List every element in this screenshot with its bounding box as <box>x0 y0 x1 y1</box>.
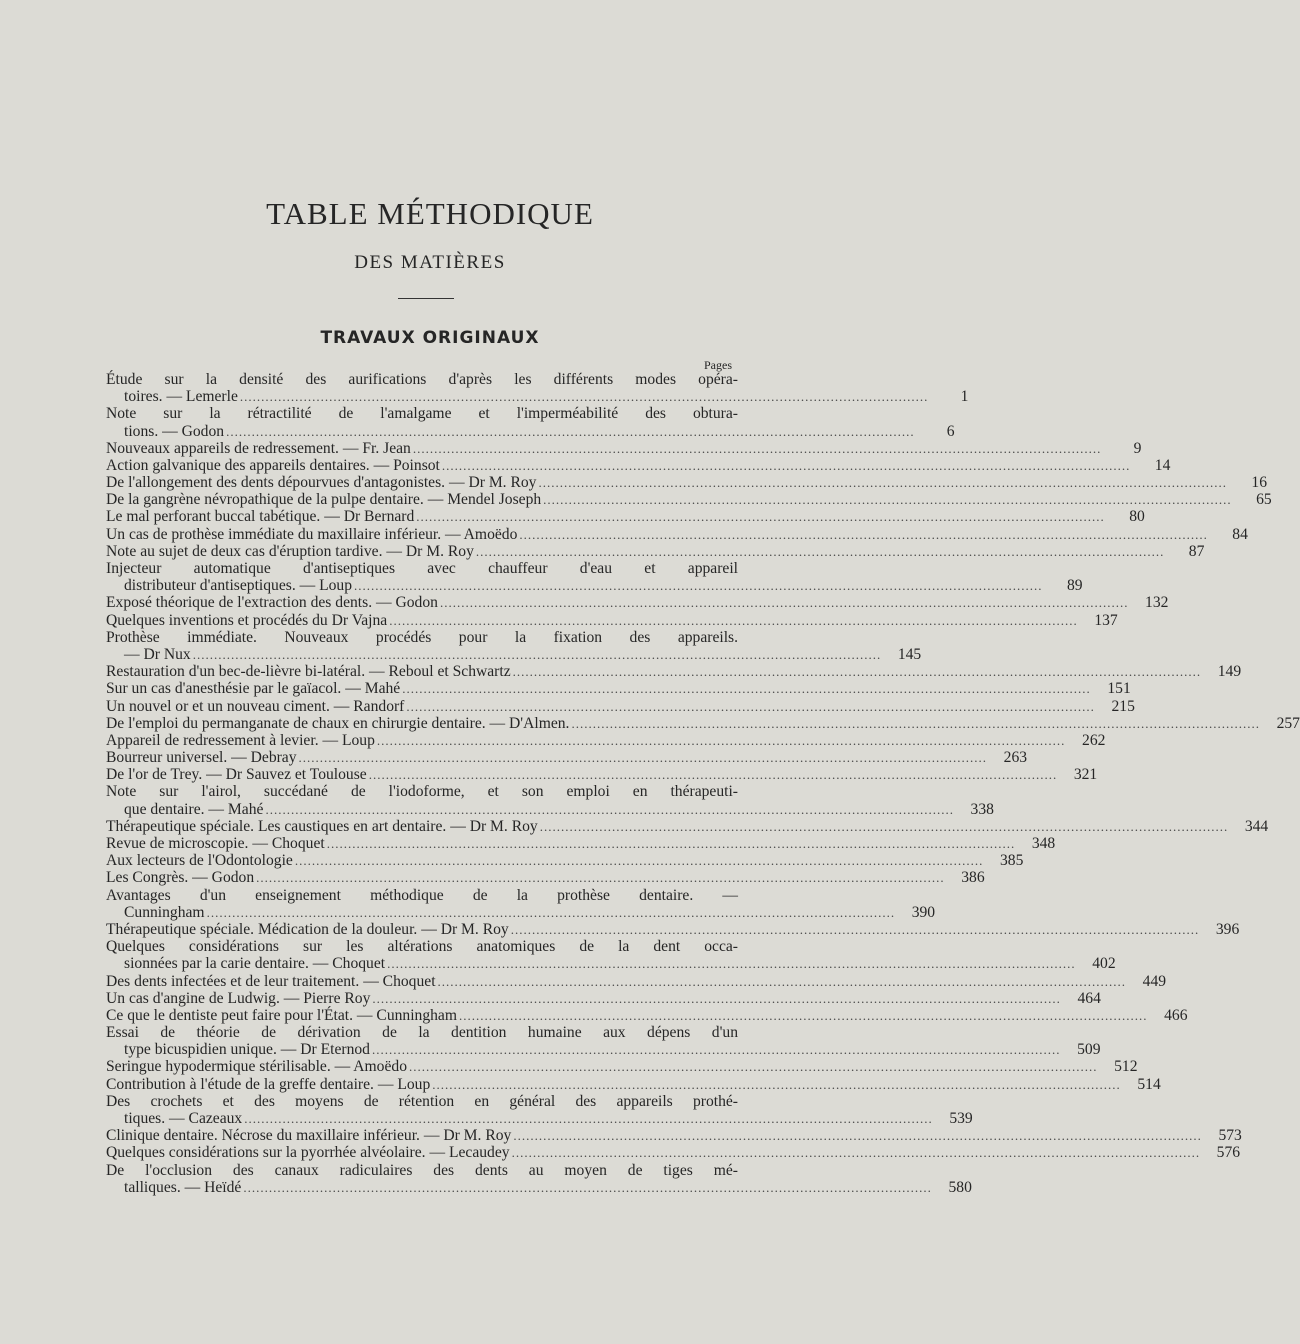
toc-page-number: 84 <box>1232 525 1248 543</box>
dot-leader <box>299 749 988 766</box>
toc-entry-text: que dentaire. — Mahé <box>124 800 264 818</box>
toc-entry-text: Contribution à l'étude de la greffe dentaire. — Loup <box>106 1075 431 1093</box>
toc-page-number: 257 <box>1276 714 1300 732</box>
dot-leader <box>193 646 882 663</box>
toc-entry-text: Exposé théorique de l'extraction des dents. — Godon <box>106 594 438 612</box>
toc-entry-text: Avantages d'un enseignement méthodique de la prothèse dentaire. — <box>106 886 738 904</box>
toc-entry <box>106 749 1028 767</box>
toc-entry <box>106 972 1167 990</box>
toc-entry <box>106 817 1269 835</box>
dot-leader <box>256 869 945 886</box>
toc-entry <box>106 989 1101 1007</box>
toc-entry <box>106 1075 1161 1093</box>
dot-leader <box>513 663 1202 680</box>
toc-page-number: 385 <box>999 852 1024 870</box>
toc-entry-line <box>106 817 1269 835</box>
dot-leader <box>265 801 954 818</box>
toc-entry-line <box>106 371 738 388</box>
toc-entry-line <box>106 800 994 818</box>
toc-entry <box>106 370 969 406</box>
toc-page-number: 215 <box>1111 697 1135 715</box>
toc-page-number: 348 <box>1031 835 1056 853</box>
dot-leader <box>571 715 1260 732</box>
dot-leader <box>243 1179 932 1196</box>
dot-leader <box>327 835 1016 852</box>
page-subtitle: DES MATIÈRES <box>354 252 506 273</box>
toc-entry-line <box>106 663 1242 681</box>
dot-leader <box>207 904 896 921</box>
toc-page-number: 509 <box>1077 1041 1101 1059</box>
dot-leader <box>389 612 1078 629</box>
toc-entry <box>106 835 1056 853</box>
toc-entry-text: Note sur la rétractilité de l'amalgame et l'imperméabilité des obtura- <box>106 405 738 423</box>
toc-entry <box>106 439 1142 457</box>
toc-entry-text: Clinique dentaire. Nécrose du maxillaire inférieur. — Dr M. Roy <box>106 1127 512 1145</box>
dot-leader <box>440 594 1129 611</box>
page-title: TABLE MÉTHODIQUE <box>266 196 594 231</box>
toc-entry-line <box>106 1110 973 1128</box>
toc-entry-line <box>106 388 969 406</box>
toc-page-number: 539 <box>949 1110 973 1128</box>
table-of-contents <box>106 370 1300 1196</box>
toc-entry-text: De l'occlusion des canaux radiculaires des dents au moyen de tiges mé- <box>106 1161 738 1179</box>
toc-entry-line <box>106 920 1240 938</box>
toc-entry <box>106 697 1135 715</box>
toc-page-number: 580 <box>948 1178 972 1196</box>
toc-entry-line <box>106 731 1106 749</box>
toc-entry-line <box>106 869 985 887</box>
toc-entry-text: Note au sujet de deux cas d'éruption tardive. — Dr M. Roy <box>106 542 474 560</box>
toc-entry-text: — Dr Nux <box>124 645 191 663</box>
toc-entry-line <box>106 629 738 646</box>
toc-entry-line <box>106 835 1056 853</box>
toc-entry <box>106 560 1083 595</box>
toc-entry-line <box>106 852 1024 870</box>
toc-entry <box>106 869 985 887</box>
toc-page-number: 6 <box>946 422 955 440</box>
dot-leader <box>406 698 1095 715</box>
toc-entry-line <box>106 1162 738 1179</box>
toc-entry-line <box>106 972 1167 990</box>
toc-entry <box>106 611 1118 629</box>
toc-entry <box>106 852 1024 870</box>
toc-page-number: 390 <box>911 903 936 921</box>
toc-entry-line <box>106 1093 738 1110</box>
toc-entry-line <box>106 508 1145 526</box>
toc-entry-text: Sur un cas d'anesthésie par le gaïacol. — Mahé <box>106 680 401 698</box>
toc-entry-text: Revue de microscopie. — Choquet <box>106 835 325 853</box>
toc-entry <box>106 525 1248 543</box>
toc-page-number: 87 <box>1188 542 1205 560</box>
toc-entry <box>106 766 1098 784</box>
toc-entry-line <box>106 697 1135 715</box>
toc-entry-line <box>106 594 1169 612</box>
dot-leader <box>295 852 984 869</box>
toc-entry-text: Un cas de prothèse immédiate du maxillaire inférieur. — Amoëdo <box>106 525 518 543</box>
dot-leader <box>244 1110 933 1127</box>
toc-entry-text: toires. — Lemerle <box>124 388 238 406</box>
dot-leader <box>476 543 1165 560</box>
toc-page-number: 449 <box>1142 972 1167 990</box>
dot-leader <box>402 680 1091 697</box>
dot-leader <box>413 440 1102 457</box>
toc-entry-text: Aux lecteurs de l'Odontologie <box>106 852 293 870</box>
dot-leader <box>377 732 1066 749</box>
dot-leader <box>354 577 1043 594</box>
toc-entry <box>106 1006 1188 1024</box>
toc-entry-text: Bourreur universel. — Debray <box>106 749 297 767</box>
toc-entry <box>106 456 1171 474</box>
toc-entry-text: Le mal perforant buccal tabétique. — Dr Bernard <box>106 508 415 526</box>
dot-leader <box>432 1076 1121 1093</box>
toc-page-number: 65 <box>1256 491 1272 509</box>
dot-leader <box>369 766 1058 783</box>
toc-entry-line <box>106 491 1272 509</box>
toc-entry-line <box>106 784 738 801</box>
dot-leader <box>519 526 1208 543</box>
toc-page-number: 514 <box>1137 1075 1161 1093</box>
toc-entry-text: Injecteur automatique d'antiseptiques avec chauffeur d'eau et appareil <box>106 560 738 578</box>
toc-page-number: 14 <box>1154 456 1171 474</box>
toc-entry-line <box>106 560 738 577</box>
toc-page-number: 576 <box>1216 1144 1241 1162</box>
toc-entry-text: Quelques considérations sur les altérations anatomiques de la dent occa- <box>106 938 738 956</box>
toc-entry <box>106 594 1169 612</box>
toc-page-number: 321 <box>1073 766 1098 784</box>
toc-entry-line <box>106 938 738 955</box>
toc-entry-text: tiques. — Cazeaux <box>124 1110 243 1128</box>
toc-page-number: 573 <box>1218 1127 1242 1145</box>
toc-page-number: 132 <box>1145 594 1169 612</box>
toc-page-number: 1 <box>960 388 969 406</box>
toc-entry-text: Un nouvel or et un nouveau ciment. — Randorf <box>106 697 405 715</box>
toc-entry-line <box>106 542 1205 560</box>
toc-entry-line <box>106 989 1101 1007</box>
toc-page-number: 9 <box>1133 439 1142 457</box>
toc-entry-text: Cunningham <box>124 903 205 921</box>
toc-page-number: 149 <box>1217 663 1242 681</box>
dot-leader <box>513 1127 1202 1144</box>
dot-leader <box>372 990 1061 1007</box>
toc-entry-text: Seringue hypodermique stérilisable. — Amoëdo <box>106 1058 407 1076</box>
toc-entry-text: Appareil de redressement à levier. — Loup <box>106 731 375 749</box>
toc-page-number: 386 <box>961 869 985 887</box>
toc-entry-text: Action galvanique des appareils dentaires. — Poinsot <box>106 456 440 474</box>
toc-page-number: 137 <box>1094 611 1118 629</box>
toc-page-number: 402 <box>1092 955 1116 973</box>
toc-entry <box>106 938 1116 973</box>
toc-entry <box>106 1127 1242 1145</box>
toc-entry <box>106 680 1131 698</box>
toc-entry-line <box>106 1178 972 1196</box>
toc-entry-text: Les Congrès. — Godon <box>106 869 255 887</box>
dot-leader <box>512 1144 1201 1161</box>
toc-entry-text: Restauration d'un bec-de-lièvre bi-latéral. — Reboul et Schwartz <box>106 663 511 681</box>
toc-page-number: 145 <box>897 645 922 663</box>
toc-entry-line <box>106 422 955 440</box>
toc-page-number: 80 <box>1129 508 1145 526</box>
toc-entry-line <box>106 1006 1188 1024</box>
toc-entry-line <box>106 474 1267 492</box>
dot-leader <box>511 921 1200 938</box>
toc-page-number: 464 <box>1077 989 1101 1007</box>
toc-entry-text: Nouveaux appareils de redressement. — Fr. Jean <box>106 439 411 457</box>
toc-entry-text: Un cas d'angine de Ludwig. — Pierre Roy <box>106 989 371 1007</box>
toc-entry-line <box>106 749 1028 767</box>
toc-entry <box>106 1144 1241 1162</box>
toc-entry <box>106 1161 972 1196</box>
toc-entry <box>106 542 1205 560</box>
toc-entry-text: distributeur d'antiseptiques. — Loup <box>124 577 353 595</box>
dot-leader <box>387 955 1076 972</box>
toc-page-number: 16 <box>1251 474 1267 492</box>
toc-entry-text: De l'allongement des dents dépourvues d'antagonistes. — Dr M. Roy <box>106 474 537 492</box>
pages-column-label: Pages <box>704 358 732 372</box>
toc-page-number: 262 <box>1082 731 1106 749</box>
toc-entry <box>106 783 994 818</box>
toc-entry <box>106 474 1267 492</box>
toc-page-number: 512 <box>1114 1058 1138 1076</box>
toc-entry-text: De l'emploi du permanganate de chaux en chirurgie dentaire. — D'Almen. <box>106 714 570 732</box>
toc-entry-line <box>106 577 1083 595</box>
section-heading: TRAVAUX ORIGINAUX <box>320 328 540 348</box>
toc-page-number: 263 <box>1003 749 1028 767</box>
toc-entry-line <box>106 645 922 663</box>
title-divider <box>398 298 454 299</box>
toc-page-number: 338 <box>970 800 994 818</box>
toc-entry-line <box>106 405 738 422</box>
toc-entry <box>106 663 1242 681</box>
toc-page-number: 466 <box>1164 1006 1188 1024</box>
toc-entry <box>106 491 1272 509</box>
toc-entry <box>106 731 1106 749</box>
toc-entry-line <box>106 903 936 921</box>
toc-entry-line <box>106 887 738 904</box>
toc-entry-text: Quelques inventions et procédés du Dr Vajna <box>106 611 388 629</box>
toc-entry-line <box>106 1058 1138 1076</box>
dot-leader <box>240 388 929 405</box>
toc-entry-text: De la gangrène névropathique de la pulpe dentaire. — Mendel Joseph <box>106 491 542 509</box>
toc-entry-text: Prothèse immédiate. Nouveaux procédés pour la fixation des appareils. <box>106 628 738 646</box>
toc-entry-text: Essai de théorie de dérivation de la dentition humaine aux dépens d'un <box>106 1024 738 1042</box>
dot-leader <box>438 973 1127 990</box>
toc-entry-line <box>106 611 1118 629</box>
toc-entry <box>106 628 922 663</box>
toc-entry-line <box>106 714 1300 732</box>
dot-leader <box>372 1041 1061 1058</box>
toc-entry-text: De l'or de Trey. — Dr Sauvez et Toulouse <box>106 766 367 784</box>
toc-entry-text: Thérapeutique spéciale. Médication de la douleur. — Dr M. Roy <box>106 920 509 938</box>
toc-entry-text: Ce que le dentiste peut faire pour l'État. — Cunningham <box>106 1006 457 1024</box>
dot-leader <box>459 1007 1148 1024</box>
toc-page-number: 151 <box>1107 680 1131 698</box>
dot-leader <box>538 474 1227 491</box>
toc-entry <box>106 1058 1138 1076</box>
toc-page-number: 89 <box>1066 577 1083 595</box>
toc-page-number: 344 <box>1244 817 1269 835</box>
toc-entry <box>106 508 1145 526</box>
dot-leader <box>226 423 915 440</box>
toc-entry-line <box>106 680 1131 698</box>
toc-entry-line <box>106 1127 1242 1145</box>
toc-entry-line <box>106 456 1171 474</box>
toc-entry-line <box>106 1075 1161 1093</box>
toc-entry-line <box>106 439 1142 457</box>
toc-entry-text: Thérapeutique spéciale. Les caustiques en art dentaire. — Dr M. Roy <box>106 817 538 835</box>
toc-entry-text: Étude sur la densité des aurifications d'après les différents modes opéra- <box>106 370 738 388</box>
toc-entry-text: tions. — Godon <box>124 422 225 440</box>
toc-entry <box>106 920 1240 938</box>
toc-page-number: 396 <box>1215 920 1240 938</box>
dot-leader <box>543 491 1232 508</box>
dot-leader <box>409 1058 1098 1075</box>
toc-entry <box>106 1024 1101 1059</box>
dot-leader <box>442 457 1131 474</box>
toc-entry-text: talliques. — Heïdé <box>124 1178 242 1196</box>
toc-entry-text: type bicuspidien unique. — Dr Eternod <box>124 1041 370 1059</box>
toc-entry-text: Quelques considérations sur la pyorrhée alvéolaire. — Lecaudey <box>106 1144 510 1162</box>
toc-entry-line <box>106 525 1248 543</box>
toc-entry-line <box>106 1024 738 1041</box>
toc-entry-text: sionnées par la carie dentaire. — Choquet <box>124 955 386 973</box>
toc-entry <box>106 405 955 440</box>
toc-entry-line <box>106 955 1116 973</box>
toc-entry-text: Des crochets et des moyens de rétention en général des appareils prothé- <box>106 1092 738 1110</box>
toc-entry <box>106 714 1300 732</box>
toc-entry-text: Note sur l'airol, succédané de l'iodoforme, et son emploi en thérapeuti- <box>106 783 738 801</box>
toc-entry-line <box>106 766 1098 784</box>
toc-entry-line <box>106 1144 1241 1162</box>
toc-entry <box>106 886 936 921</box>
toc-entry-text: Des dents infectées et de leur traitement. — Choquet <box>106 972 436 990</box>
dot-leader <box>540 818 1229 835</box>
toc-entry-line <box>106 1041 1101 1059</box>
dot-leader <box>416 508 1105 525</box>
toc-entry <box>106 1092 973 1128</box>
